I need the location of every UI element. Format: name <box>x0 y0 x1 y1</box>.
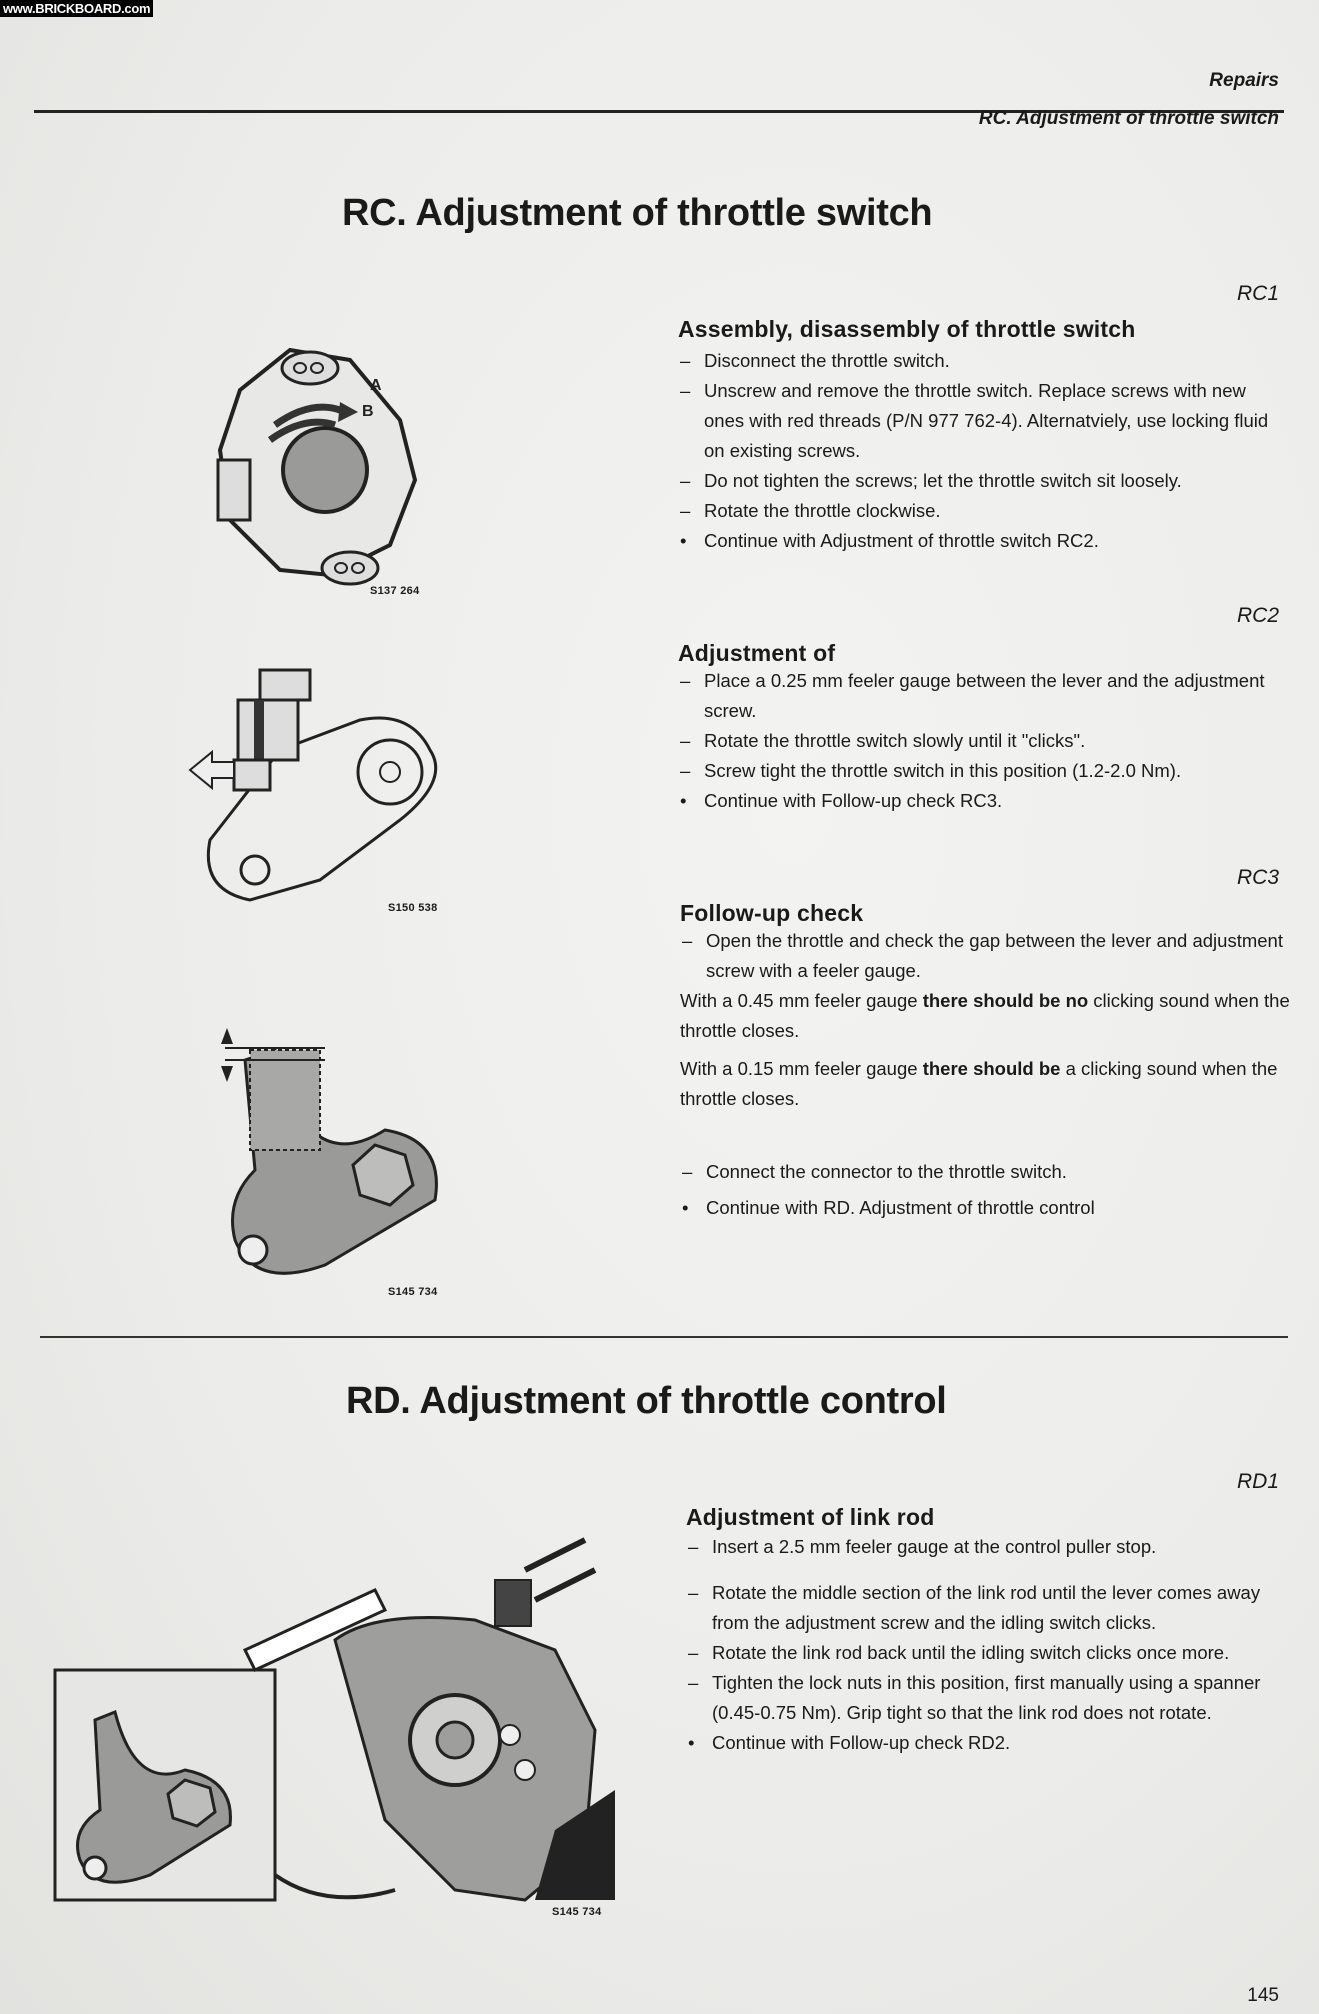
step-marker: – <box>680 760 691 781</box>
figure-label-rc2: S150 538 <box>388 902 438 914</box>
step-marker: • <box>688 1732 695 1753</box>
procedure-code-rc3: RC3 <box>1236 866 1279 889</box>
figure-label-rc1: S137 264 <box>370 585 420 597</box>
step-item <box>678 756 1288 786</box>
step-marker: – <box>680 350 691 371</box>
procedure-heading-rc1: Assembly, disassembly of throttle switch <box>678 316 1136 342</box>
step-marker: – <box>680 730 691 751</box>
step-marker: – <box>688 1672 699 1693</box>
step-item <box>678 346 1278 376</box>
rotation-letter-b: B <box>362 403 374 420</box>
para-emphasis: there should be <box>922 1058 1061 1079</box>
step-text: Rotate the middle section of the link rod until the lever comes away from the adjustment screw and the idling switch clicks. <box>712 1582 1261 1633</box>
procedure-steps-rc1 <box>678 346 1278 556</box>
step-text: Continue with Adjustment of throttle switch RC2. <box>704 530 1099 551</box>
section-title-rc: RC. Adjustment of throttle switch <box>342 192 933 234</box>
procedure-code-rc1: RC1 <box>1236 282 1279 305</box>
para-text: clicking sound when the throttle closes. <box>680 990 1290 1041</box>
procedure-steps-rd1 <box>686 1532 1296 1758</box>
step-item <box>686 1578 1296 1638</box>
feeler-gauge-paragraph-click <box>680 1054 1290 1114</box>
step-marker: – <box>688 1582 699 1603</box>
step-item <box>678 726 1288 756</box>
step-item <box>680 1190 1290 1226</box>
site-watermark: www.BRICKBOARD.com <box>0 0 153 17</box>
step-item <box>686 1668 1296 1728</box>
step-text: Open the throttle and check the gap between the lever and adjustment screw with a feeler gauge. <box>706 930 1283 981</box>
throttle-control-illustration <box>55 1530 615 1910</box>
step-text: Connect the connector to the throttle switch. <box>706 1161 1067 1182</box>
step-text: Continue with RD. Adjustment of throttle control <box>706 1197 1095 1218</box>
step-item <box>680 926 1290 986</box>
step-item <box>686 1532 1296 1562</box>
step-marker: • <box>680 790 687 811</box>
figure-label-rd1: S145 734 <box>552 1906 602 1918</box>
procedure-code-rd1: RD1 <box>1236 1470 1279 1493</box>
procedure-code-rc2: RC2 <box>1236 604 1279 627</box>
step-marker: • <box>680 530 687 551</box>
section-title-rd: RD. Adjustment of throttle control <box>346 1380 947 1422</box>
step-text: Unscrew and remove the throttle switch. Replace screws with new ones with red threads (P/N 977 762-4). Alternatviely, use locking fluid on existing screws. <box>704 380 1269 461</box>
header-subsection-title: RC. Adjustment of throttle switch <box>978 108 1279 129</box>
step-text: Disconnect the throttle switch. <box>704 350 950 371</box>
section-divider <box>40 1336 1288 1338</box>
lever-adjustment-illustration <box>190 660 470 910</box>
step-marker: – <box>680 670 691 691</box>
step-item <box>680 1154 1290 1190</box>
step-item <box>686 1728 1296 1758</box>
step-item <box>678 466 1278 496</box>
header-section-title: Repairs <box>1209 70 1279 91</box>
para-text: With a 0.15 mm feeler gauge <box>680 1058 923 1079</box>
step-marker: – <box>688 1536 699 1557</box>
step-marker: – <box>680 470 691 491</box>
page-number: 145 <box>1247 1985 1279 2006</box>
para-text: With a 0.45 mm feeler gauge <box>680 990 923 1011</box>
procedure-steps-rc2 <box>678 666 1288 816</box>
procedure-heading-rc3: Follow-up check <box>680 900 864 926</box>
step-item <box>678 376 1278 466</box>
procedure-steps-rc3-continued <box>680 1154 1290 1226</box>
throttle-switch-illustration <box>200 330 440 600</box>
figure-label-rc3: S145 734 <box>388 1286 438 1298</box>
step-text: Screw tight the throttle switch in this position (1.2-2.0 Nm). <box>704 760 1182 781</box>
procedure-heading-rc2: Adjustment of <box>678 640 836 666</box>
step-marker: • <box>682 1197 689 1218</box>
procedure-steps-rc3 <box>680 926 1290 1114</box>
procedure-heading-rd1: Adjustment of link rod <box>686 1504 935 1530</box>
para-text: a clicking sound when the throttle closes. <box>680 1058 1278 1109</box>
feeler-gauge-paragraph-no-click <box>680 986 1290 1046</box>
step-text: Rotate the throttle clockwise. <box>704 500 941 521</box>
step-marker: – <box>688 1642 699 1663</box>
para-emphasis: there should be no <box>922 990 1089 1011</box>
step-item <box>686 1638 1296 1668</box>
step-text: Do not tighten the screws; let the throttle switch sit loosely. <box>704 470 1182 491</box>
step-spacer <box>686 1562 1296 1578</box>
step-text: Tighten the lock nuts in this position, first manually using a spanner (0.45-0.75 Nm). Grip tight so that the link rod does not rotate. <box>712 1672 1261 1723</box>
step-text: Insert a 2.5 mm feeler gauge at the control puller stop. <box>712 1536 1157 1557</box>
step-text: Continue with Follow-up check RC3. <box>704 790 1003 811</box>
feeler-gauge-lever-illustration <box>215 1020 445 1290</box>
step-text: Continue with Follow-up check RD2. <box>712 1732 1011 1753</box>
step-text: Rotate the throttle switch slowly until it "clicks". <box>704 730 1086 751</box>
step-item <box>678 526 1278 556</box>
step-marker: – <box>680 380 691 401</box>
step-marker: – <box>680 500 691 521</box>
step-item <box>678 496 1278 526</box>
step-item <box>678 666 1288 726</box>
step-text: Place a 0.25 mm feeler gauge between the lever and the adjustment screw. <box>704 670 1265 721</box>
rotation-letters <box>362 372 402 432</box>
step-item <box>678 786 1288 816</box>
step-marker: – <box>682 930 693 951</box>
step-marker: – <box>682 1161 693 1182</box>
rotation-letter-a: A <box>370 377 382 394</box>
step-text: Rotate the link rod back until the idling switch clicks once more. <box>712 1642 1230 1663</box>
